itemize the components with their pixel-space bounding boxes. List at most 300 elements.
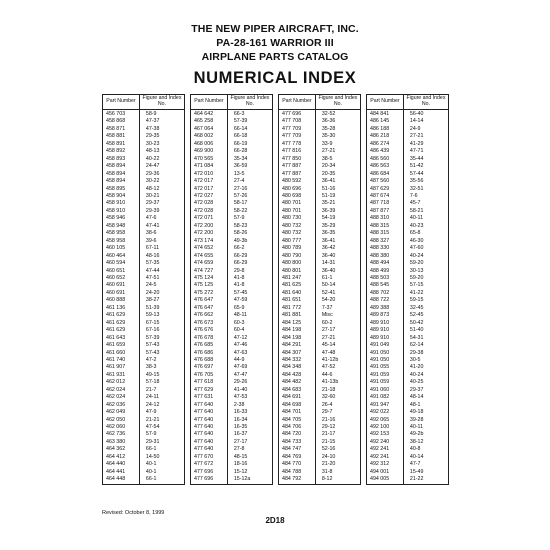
part-number-cell: 481 625 — [279, 282, 316, 289]
figure-index-cell: Misc — [315, 312, 360, 319]
figure-index-cell: 13-5 — [227, 171, 272, 178]
figure-index-cell: 29-31 — [139, 439, 184, 446]
figure-index-cell: 41-13b — [315, 379, 360, 386]
part-number-cell: 489 873 — [367, 312, 404, 319]
table-row — [279, 431, 361, 438]
table-row — [367, 253, 449, 260]
table-row — [103, 379, 185, 386]
part-number-cell: 480 730 — [279, 215, 316, 222]
figure-index-cell: 62-14 — [403, 342, 448, 349]
part-number-cell: 477 670 — [191, 454, 228, 461]
table-row — [279, 223, 361, 230]
index-table-4 — [366, 94, 449, 485]
figure-index-cell: 47-7 — [403, 461, 448, 468]
figure-index-cell: 48-15 — [227, 454, 272, 461]
figure-index-cell: 47-41 — [139, 223, 184, 230]
table-row — [191, 305, 273, 312]
figure-index-cell: 36-41 — [315, 238, 360, 245]
figure-index-cell: 66-1 — [139, 446, 184, 453]
table-row — [191, 223, 273, 230]
figure-index-cell: 18-16 — [227, 461, 272, 468]
revision-date: Revised: October 8, 1999 — [102, 510, 165, 516]
table-row — [191, 372, 273, 379]
part-number-cell: 484 747 — [279, 446, 316, 453]
table-row — [367, 342, 449, 349]
part-number-cell: 480 790 — [279, 253, 316, 260]
figure-index-cell: 29-35 — [139, 133, 184, 140]
figure-index-cell: 35-29 — [315, 223, 360, 230]
figure-index-cell: 50-14 — [315, 282, 360, 289]
figure-index-cell: 41-40 — [227, 387, 272, 394]
table-row — [279, 439, 361, 446]
part-number-cell: 486 274 — [367, 141, 404, 148]
table-row — [103, 372, 185, 379]
figure-index-cell: 51-40 — [403, 327, 448, 334]
figure-index-cell: 16-34 — [227, 417, 272, 424]
table-row — [103, 110, 185, 119]
table-row — [191, 275, 273, 282]
figure-index-cell: 36-36 — [315, 118, 360, 125]
table-row — [279, 260, 361, 267]
part-number-cell: 462 060 — [103, 424, 140, 431]
catalog-header — [0, 22, 550, 64]
figure-index-cell: 58-22 — [227, 208, 272, 215]
part-number-cell: 461 629 — [103, 312, 140, 319]
figure-index-cell: 27-21 — [403, 133, 448, 140]
part-number-cell: 480 801 — [279, 268, 316, 275]
part-number-cell: 470 565 — [191, 156, 228, 163]
table-row — [191, 171, 273, 178]
part-number-cell: 488 310 — [367, 215, 404, 222]
table-row — [191, 297, 273, 304]
table-row — [103, 402, 185, 409]
table-row — [367, 469, 449, 476]
part-number-cell: 458 891 — [103, 141, 140, 148]
figure-index-cell: 32-52 — [315, 110, 360, 119]
figure-index-cell: 48-11 — [227, 312, 272, 319]
part-number-cell: 486 439 — [367, 148, 404, 155]
table-row — [367, 200, 449, 207]
figure-index-cell: 30-22 — [139, 178, 184, 185]
table-row — [191, 454, 273, 461]
part-number-cell: 476 647 — [191, 305, 228, 312]
table-row — [103, 268, 185, 275]
table-row — [279, 215, 361, 222]
figure-index-cell: 57-35 — [139, 260, 184, 267]
table-row — [103, 342, 185, 349]
part-number-cell: 492 240 — [367, 439, 404, 446]
part-number-cell: 480 701 — [279, 200, 316, 207]
part-number-cell: 474 655 — [191, 253, 228, 260]
table-row — [191, 215, 273, 222]
figure-index-cell: 48-16 — [139, 253, 184, 260]
part-number-cell: 491 082 — [367, 394, 404, 401]
table-row — [279, 312, 361, 319]
figure-index-cell: 47-44 — [139, 268, 184, 275]
part-number-cell: 488 327 — [367, 238, 404, 245]
part-number-cell: 480 800 — [279, 260, 316, 267]
figure-index-cell: 27-17 — [227, 439, 272, 446]
part-number-cell: 472 027 — [191, 193, 228, 200]
table-row — [103, 350, 185, 357]
part-number-cell: 461 629 — [103, 327, 140, 334]
figure-index-cell: 27-21 — [315, 335, 360, 342]
part-number-cell: 458 894 — [103, 163, 140, 170]
table-row — [191, 133, 273, 140]
figure-index-cell: 48-13 — [139, 148, 184, 155]
table-row — [279, 126, 361, 133]
figure-index-cell: 66-19 — [227, 141, 272, 148]
part-number-cell: 476 685 — [191, 342, 228, 349]
part-number-cell: 487 718 — [367, 200, 404, 207]
figure-index-cell: 41-22 — [403, 290, 448, 297]
part-number-cell: 467 064 — [191, 126, 228, 133]
part-number-cell: 484 841 — [367, 110, 404, 119]
part-number-cell: 465 258 — [191, 118, 228, 125]
figure-index-cell: 38-3 — [139, 364, 184, 371]
figure-index-cell: 47-48 — [315, 350, 360, 357]
figure-index-cell: 66-29 — [227, 260, 272, 267]
figure-index-cell: 14-31 — [315, 260, 360, 267]
figure-index-cell: 24-47 — [139, 163, 184, 170]
table-row — [103, 238, 185, 245]
part-number-cell: 475 125 — [191, 282, 228, 289]
figure-index-cell: 15-12 — [227, 469, 272, 476]
figure-index-cell: 47-6 — [139, 215, 184, 222]
part-number-cell: 477 887 — [279, 163, 316, 170]
table-row — [103, 305, 185, 312]
table-row — [191, 364, 273, 371]
table-row — [279, 469, 361, 476]
table-row — [367, 372, 449, 379]
table-row — [103, 364, 185, 371]
part-number-cell: 484 332 — [279, 357, 316, 364]
part-number-cell: 464 448 — [103, 476, 140, 484]
figure-index-cell: 48-1 — [403, 402, 448, 409]
table-row — [367, 163, 449, 170]
figure-index-cell: 36-59 — [227, 163, 272, 170]
part-number-cell: 477 640 — [191, 446, 228, 453]
part-number-cell: 461 659 — [103, 342, 140, 349]
figure-index-cell: 65-9 — [227, 305, 272, 312]
figure-index-cell: 16-35 — [227, 424, 272, 431]
part-number-cell: 472 010 — [191, 171, 228, 178]
figure-index-cell: 38-5 — [315, 156, 360, 163]
part-number-cell: 484 691 — [279, 394, 316, 401]
table-row — [279, 297, 361, 304]
table-row — [191, 409, 273, 416]
table-row — [279, 394, 361, 401]
table-row — [279, 357, 361, 364]
table-row — [367, 148, 449, 155]
table-row — [191, 320, 273, 327]
table-row — [191, 342, 273, 349]
figure-index-cell: 27-17 — [315, 327, 360, 334]
part-number-cell: 491 050 — [367, 357, 404, 364]
figure-index-cell: 29-12 — [315, 424, 360, 431]
table-row — [279, 156, 361, 163]
part-number-cell: 461 907 — [103, 364, 140, 371]
part-number-cell: 480 696 — [279, 186, 316, 193]
table-row — [103, 290, 185, 297]
figure-index-cell: 57-43 — [139, 350, 184, 357]
table-row — [279, 282, 361, 289]
part-number-cell: 486 563 — [367, 163, 404, 170]
figure-index-cell: 48-14 — [403, 394, 448, 401]
table-row — [367, 379, 449, 386]
table-row — [367, 476, 449, 484]
part-number-cell: 492 022 — [367, 409, 404, 416]
table-row — [279, 350, 361, 357]
part-number-cell: 477 640 — [191, 439, 228, 446]
figure-index-cell: 40-11 — [403, 215, 448, 222]
table-row — [367, 193, 449, 200]
part-number-cell: 477 640 — [191, 424, 228, 431]
figure-index-cell: 57-43 — [139, 342, 184, 349]
part-number-cell: 458 948 — [103, 223, 140, 230]
figure-index-cell: 21-21 — [139, 417, 184, 424]
part-number-cell: 484 720 — [279, 431, 316, 438]
table-row — [191, 282, 273, 289]
part-number-cell: 477 887 — [279, 171, 316, 178]
part-number-cell: 474 659 — [191, 260, 228, 267]
part-number-cell: 477 618 — [191, 379, 228, 386]
figure-index-cell: 57-9 — [227, 215, 272, 222]
part-number-cell: 484 701 — [279, 409, 316, 416]
part-number-cell: 484 788 — [279, 469, 316, 476]
table-row — [367, 305, 449, 312]
part-number-cell: 480 777 — [279, 238, 316, 245]
figure-index-cell: 16-33 — [227, 409, 272, 416]
table-row — [279, 305, 361, 312]
table-row — [279, 245, 361, 252]
part-number-cell: 484 792 — [279, 476, 316, 484]
table-row — [103, 327, 185, 334]
table-row — [367, 409, 449, 416]
table-row — [103, 118, 185, 125]
part-number-cell: 460 652 — [103, 275, 140, 282]
table-row — [103, 431, 185, 438]
table-row — [279, 118, 361, 125]
part-number-header: Part Number — [279, 95, 316, 110]
figure-index-cell: 7-37 — [315, 305, 360, 312]
part-number-cell: 488 702 — [367, 290, 404, 297]
table-row — [191, 387, 273, 394]
table-row — [103, 297, 185, 304]
figure-index-cell: 29-39 — [139, 208, 184, 215]
part-number-cell: 462 049 — [103, 409, 140, 416]
part-number-cell: 458 892 — [103, 148, 140, 155]
figure-index-cell: 24-10 — [315, 454, 360, 461]
table-row — [103, 245, 185, 252]
table-row — [191, 245, 273, 252]
part-number-cell: 472 017 — [191, 178, 228, 185]
table-row — [367, 439, 449, 446]
figure-index-cell: 39-6 — [139, 238, 184, 245]
figure-index-cell: 66-3 — [227, 110, 272, 119]
table-row — [367, 454, 449, 461]
table-row — [191, 260, 273, 267]
figure-index-cell: 66-2 — [227, 245, 272, 252]
table-row — [191, 327, 273, 334]
figure-index-cell: 47-38 — [139, 126, 184, 133]
table-row — [367, 238, 449, 245]
part-number-cell: 488 499 — [367, 268, 404, 275]
part-number-cell: 460 691 — [103, 290, 140, 297]
part-number-cell: 458 958 — [103, 230, 140, 237]
table-row — [191, 350, 273, 357]
part-number-cell: 489 910 — [367, 335, 404, 342]
part-number-cell: 462 736 — [103, 431, 140, 438]
figure-index-cell: 8-12 — [315, 476, 360, 484]
part-number-cell: 462 050 — [103, 417, 140, 424]
figure-index-cell: 35-34 — [227, 156, 272, 163]
part-number-cell: 487 560 — [367, 178, 404, 185]
table-row — [367, 208, 449, 215]
table-row — [279, 402, 361, 409]
figure-index-cell: 40-24 — [403, 372, 448, 379]
table-row — [103, 320, 185, 327]
table-row — [103, 126, 185, 133]
part-number-cell: 484 706 — [279, 424, 316, 431]
figure-index-cell: 59-20 — [403, 260, 448, 267]
figure-index-cell: 46-30 — [403, 238, 448, 245]
figure-index-cell: 49-15 — [139, 372, 184, 379]
table-row — [103, 446, 185, 453]
part-number-cell: 484 307 — [279, 350, 316, 357]
part-number-cell: 476 662 — [191, 312, 228, 319]
table-row — [279, 372, 361, 379]
table-row — [367, 223, 449, 230]
figure-index-cell: 40-1 — [139, 469, 184, 476]
part-number-header: Part Number — [191, 95, 228, 110]
figure-index-cell: 16-37 — [227, 431, 272, 438]
part-number-cell: 460 105 — [103, 245, 140, 252]
part-number-cell: 484 733 — [279, 439, 316, 446]
figure-index-cell: 47-47 — [227, 372, 272, 379]
company-name: THE NEW PIPER AIRCRAFT, INC. — [191, 23, 359, 35]
figure-index-cell: 57-44 — [403, 171, 448, 178]
table-row — [367, 387, 449, 394]
figure-index-cell: 66-14 — [227, 126, 272, 133]
figure-index-cell: 47-60 — [403, 245, 448, 252]
figure-index-cell: 29-8 — [227, 268, 272, 275]
figure-index-cell: 38-12 — [403, 439, 448, 446]
table-row — [367, 297, 449, 304]
part-number-cell: 484 291 — [279, 342, 316, 349]
figure-index-cell: 36-41 — [315, 178, 360, 185]
part-number-cell: 456 703 — [103, 110, 140, 119]
figure-index-cell: 54-20 — [315, 297, 360, 304]
part-number-cell: 484 769 — [279, 454, 316, 461]
figure-index-cell: 32-51 — [403, 186, 448, 193]
part-number-cell: 491 060 — [367, 387, 404, 394]
figure-index-cell: 59-15 — [403, 297, 448, 304]
page-number: 2D18 — [265, 516, 285, 525]
part-number-cell: 492 065 — [367, 417, 404, 424]
figure-index-header: Figure and Index No. — [227, 95, 272, 110]
part-number-cell: 462 012 — [103, 379, 140, 386]
table-row — [191, 379, 273, 386]
table-row — [103, 275, 185, 282]
figure-index-cell: 58-26 — [227, 230, 272, 237]
table-row — [279, 335, 361, 342]
part-number-cell: 488 494 — [367, 260, 404, 267]
figure-index-cell: 49-18 — [403, 409, 448, 416]
part-number-cell: 484 698 — [279, 402, 316, 409]
part-number-cell: 484 770 — [279, 461, 316, 468]
part-number-cell: 458 895 — [103, 186, 140, 193]
part-number-cell: 458 894 — [103, 178, 140, 185]
part-number-cell: 481 651 — [279, 297, 316, 304]
figure-index-cell: 27-21 — [315, 148, 360, 155]
catalog-name: AIRPLANE PARTS CATALOG — [201, 51, 349, 63]
table-row — [191, 126, 273, 133]
part-number-cell: 473 174 — [191, 238, 228, 245]
table-row — [103, 260, 185, 267]
figure-index-cell: 30-5 — [403, 357, 448, 364]
part-number-cell: 461 629 — [103, 320, 140, 327]
table-row — [191, 312, 273, 319]
figure-index-cell: 67-15 — [139, 320, 184, 327]
table-row — [279, 275, 361, 282]
part-number-cell: 458 894 — [103, 171, 140, 178]
table-row — [367, 186, 449, 193]
table-row — [191, 238, 273, 245]
table-row — [103, 282, 185, 289]
table-row — [191, 417, 273, 424]
figure-index-cell: 7-6 — [403, 193, 448, 200]
figure-index-cell: 40-8 — [403, 446, 448, 453]
table-row — [367, 327, 449, 334]
table-row — [279, 230, 361, 237]
figure-index-cell: 57-45 — [227, 290, 272, 297]
part-number-cell: 484 348 — [279, 364, 316, 371]
figure-index-cell: 51-16 — [315, 186, 360, 193]
part-number-cell: 489 910 — [367, 320, 404, 327]
figure-index-cell: 56-40 — [403, 110, 448, 119]
table-row — [191, 208, 273, 215]
figure-index-cell: 24-20 — [139, 290, 184, 297]
table-row — [367, 282, 449, 289]
part-number-cell: 468 002 — [191, 133, 228, 140]
table-row — [279, 133, 361, 140]
part-number-cell: 492 241 — [367, 446, 404, 453]
table-row — [279, 193, 361, 200]
table-row — [103, 133, 185, 140]
part-number-cell: 463 380 — [103, 439, 140, 446]
figure-index-cell: 52-41 — [315, 290, 360, 297]
part-number-cell: 484 482 — [279, 379, 316, 386]
part-number-cell: 488 330 — [367, 245, 404, 252]
figure-index-cell: 40-11 — [403, 424, 448, 431]
table-row — [191, 335, 273, 342]
table-row — [367, 260, 449, 267]
part-number-cell: 488 545 — [367, 282, 404, 289]
table-row — [279, 387, 361, 394]
figure-index-cell: 40-23 — [403, 223, 448, 230]
part-number-cell: 477 816 — [279, 148, 316, 155]
part-number-cell: 458 871 — [103, 126, 140, 133]
part-number-cell: 458 910 — [103, 208, 140, 215]
figure-index-cell: 57-15 — [403, 282, 448, 289]
table-row — [279, 178, 361, 185]
figure-index-cell: 21-15 — [315, 439, 360, 446]
figure-index-cell: 66-1 — [139, 476, 184, 484]
table-row — [367, 357, 449, 364]
part-number-cell: 492 241 — [367, 454, 404, 461]
part-number-header: Part Number — [103, 95, 140, 110]
